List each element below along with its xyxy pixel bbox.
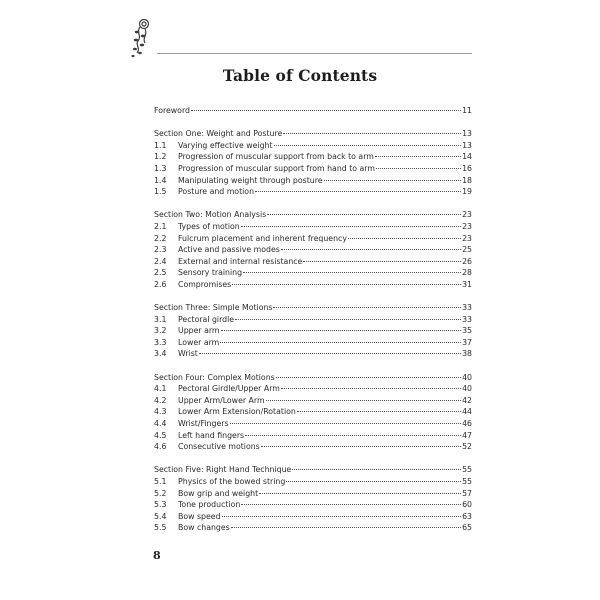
toc-entry-page: 13	[462, 140, 472, 150]
toc-entry-label: Progression of muscular support from back to arm	[178, 152, 374, 162]
toc-entry[interactable]	[154, 184, 472, 196]
toc-entry-number: 1.1	[154, 140, 167, 150]
toc-entry-label: Compromises	[178, 279, 232, 289]
toc-entry-page: 28	[462, 268, 472, 278]
dot-leader	[241, 217, 461, 227]
dot-leader	[281, 240, 461, 250]
toc-entry-number: 5.2	[154, 488, 167, 498]
scroll-ornament-icon	[128, 18, 154, 60]
toc-entry-page: 63	[462, 511, 472, 521]
toc-entry-number: 2.3	[154, 245, 167, 255]
dot-leader	[191, 101, 461, 111]
toc-section-title: Section One: Weight and Posture	[154, 129, 283, 139]
dot-leader	[231, 518, 461, 528]
toc-entry-number: 3.1	[154, 314, 167, 324]
toc-entry-label: Active and passive modes	[178, 245, 280, 255]
toc-entry-page: 37	[462, 337, 472, 347]
toc-entry-number: 2.4	[154, 256, 167, 266]
dot-leader	[292, 460, 461, 470]
dot-leader	[255, 182, 461, 192]
toc-entry[interactable]	[154, 520, 472, 532]
toc-entry-number: 5.4	[154, 511, 167, 521]
toc-entry-page: 33	[462, 314, 472, 324]
toc-entry-number: 5.5	[154, 523, 167, 533]
dot-leader	[220, 333, 461, 343]
toc-entry-number: 5.3	[154, 500, 167, 510]
toc-entry-label: Upper Arm/Lower Arm	[178, 395, 265, 405]
toc-entry-label: Posture and motion	[178, 187, 255, 197]
toc-entry-number: 4.5	[154, 430, 167, 440]
toc-entry-label: Types of motion	[178, 221, 240, 231]
toc-entry-label: Upper arm	[178, 326, 220, 336]
dot-leader	[259, 484, 461, 494]
toc-entry-page: 40	[462, 384, 472, 394]
toc-entry-page: 65	[462, 523, 472, 533]
toc-entry-label: Wrist/Fingers	[178, 419, 229, 429]
toc-entry-number: 2.6	[154, 279, 167, 289]
toc-entry-number: 3.2	[154, 326, 167, 336]
toc-section-page: 55	[462, 465, 472, 475]
toc-entry-label: Pectoral Girdle/Upper Arm	[178, 384, 280, 394]
toc-entry-label: Consecutive motions	[178, 442, 260, 452]
toc-entry-page: 26	[462, 256, 472, 266]
toc-entry-label: Physics of the bowed string	[178, 477, 286, 486]
toc-entry-number: 4.4	[154, 419, 167, 429]
toc-entry[interactable]	[154, 277, 472, 289]
toc-entry-page: 31	[462, 279, 472, 289]
toc-section-title: Section Four: Complex Motions	[154, 372, 275, 382]
toc-entry-label: Fulcrum placement and inherent frequency	[178, 233, 347, 243]
dot-leader	[261, 437, 461, 447]
toc-entry-foreword[interactable]	[154, 103, 472, 115]
toc-entry-label: Foreword	[154, 106, 190, 115]
toc-entry[interactable]	[154, 439, 472, 451]
toc-entry-label: Sensory training	[178, 268, 243, 278]
header-rule	[157, 53, 472, 54]
toc-entry-number: 1.3	[154, 163, 167, 173]
toc-entry-label: Bow speed	[178, 511, 221, 521]
toc-entry-label: Manipulating weight through posture	[178, 175, 323, 185]
dot-leader	[232, 275, 461, 285]
dot-leader	[273, 298, 461, 308]
toc-entry-page: 18	[462, 175, 472, 185]
dot-leader	[303, 252, 461, 262]
toc-entry-page: 16	[462, 163, 472, 173]
dot-leader	[276, 368, 461, 378]
table-of-contents	[154, 103, 472, 532]
toc-section-title: Section Five: Right Hand Technique	[154, 465, 292, 475]
dot-leader	[375, 147, 461, 157]
toc-entry-number: 1.5	[154, 187, 167, 197]
toc-entry-label: Lower Arm Extension/Rotation	[178, 407, 296, 417]
toc-entry-number: 4.3	[154, 407, 167, 417]
toc-entry-number: 2.1	[154, 221, 167, 231]
toc-entry-number: 2.5	[154, 268, 167, 278]
dot-leader	[266, 391, 462, 401]
toc-entry-page: 57	[462, 488, 472, 498]
toc-entry-page: 60	[462, 500, 472, 510]
toc-entry-page: 44	[462, 407, 472, 417]
toc-entry-page: 14	[462, 152, 472, 162]
toc-entry-page: 46	[462, 419, 472, 429]
toc-section-page: 40	[462, 372, 472, 382]
toc-entry-label: Bow changes	[178, 523, 230, 533]
toc-entry-number: 1.4	[154, 175, 167, 185]
toc-section-page: 23	[462, 210, 472, 220]
toc-entry-number: 4.1	[154, 384, 167, 394]
toc-section-title: Section Two: Motion Analysis	[154, 210, 267, 220]
toc-entry-page: 23	[462, 233, 472, 243]
toc-entry-label: Bow grip and weight	[178, 488, 259, 498]
toc-entry-page: 55	[462, 477, 472, 486]
dot-leader	[376, 159, 461, 169]
toc-entry-label: External and internal resistance	[178, 256, 303, 266]
toc-entry-page: 11	[462, 106, 472, 115]
toc-entry-page: 38	[462, 349, 472, 359]
dot-leader	[243, 263, 461, 273]
dot-leader	[286, 472, 461, 482]
dot-leader	[274, 136, 462, 146]
page-title: Table of Contents	[222, 66, 378, 85]
toc-entry-page: 35	[462, 326, 472, 336]
dot-leader	[281, 379, 461, 389]
dot-leader	[267, 205, 461, 215]
dot-leader	[235, 310, 461, 320]
toc-entry-page: 19	[462, 187, 472, 197]
toc-entry-label: Left hand fingers	[178, 430, 245, 440]
toc-entry-number: 4.6	[154, 442, 167, 452]
toc-entry-page: 23	[462, 221, 472, 231]
toc-section-title: Section Three: Simple Motions	[154, 303, 273, 313]
dot-leader	[283, 124, 461, 134]
page-number: 8	[153, 549, 161, 562]
dot-leader	[348, 229, 461, 239]
toc-entry-page: 52	[462, 442, 472, 452]
dot-leader	[324, 171, 462, 181]
toc-entry-label: Varying effective weight	[178, 140, 273, 150]
toc-entry-number: 4.2	[154, 395, 167, 405]
toc-entry-label: Progression of muscular support from hand to arm	[178, 163, 375, 173]
toc-entry-label: Pectoral girdle	[178, 314, 235, 324]
dot-leader	[245, 426, 461, 436]
toc-entry-number: 3.3	[154, 337, 167, 347]
dot-leader	[297, 402, 461, 412]
toc-section-page: 33	[462, 303, 472, 313]
toc-entry[interactable]	[154, 346, 472, 358]
dot-leader	[241, 495, 461, 505]
toc-entry-number: 3.4	[154, 349, 167, 359]
toc-entry-number: 1.2	[154, 152, 167, 162]
dot-leader	[221, 321, 462, 331]
toc-entry-number: 2.2	[154, 233, 167, 243]
toc-entry-label: Tone production	[178, 500, 241, 510]
toc-entry-number: 5.1	[154, 477, 167, 486]
dot-leader	[222, 507, 462, 517]
toc-entry-page: 42	[462, 395, 472, 405]
toc-entry-label: Wrist	[178, 349, 198, 359]
dot-leader	[199, 344, 461, 354]
toc-entry-page: 47	[462, 430, 472, 440]
dot-leader	[230, 414, 462, 424]
toc-section-page: 13	[462, 129, 472, 139]
toc-entry-label: Lower arm	[178, 337, 220, 347]
toc-entry-page: 25	[462, 245, 472, 255]
